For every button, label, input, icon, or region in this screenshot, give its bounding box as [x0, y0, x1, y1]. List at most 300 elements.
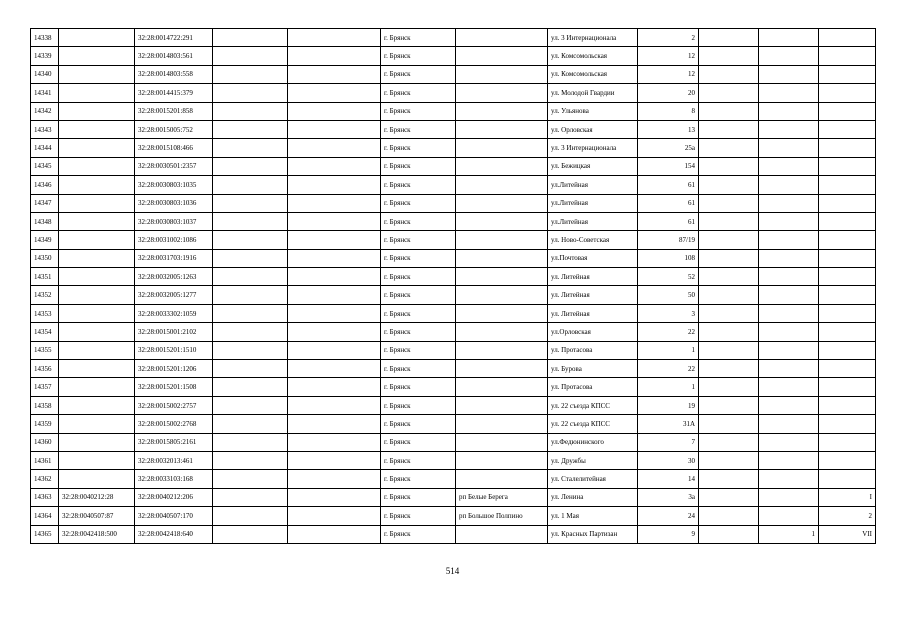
- street-cell: ул. Ново-Советская: [548, 231, 638, 249]
- land-cadastral-number-cell: [59, 29, 135, 47]
- blank-cell-b: [288, 65, 381, 83]
- floor-cell: [759, 231, 819, 249]
- street-cell: ул.Литейная: [548, 194, 638, 212]
- city-cell: г. Брянск: [381, 231, 456, 249]
- blank-cell-a: [213, 47, 288, 65]
- blank-cell-a: [213, 194, 288, 212]
- house-number-cell: 7: [638, 433, 699, 451]
- street-cell: ул. Орловская: [548, 120, 638, 138]
- cadastral-number-cell: 32:28:0015201:1508: [135, 378, 213, 396]
- land-cadastral-number-cell: [59, 304, 135, 322]
- blank-cell-a: [213, 176, 288, 194]
- house-number-cell: 1: [638, 341, 699, 359]
- blank-cell-c: [699, 488, 759, 506]
- blank-cell-b: [288, 176, 381, 194]
- blank-cell-b: [288, 212, 381, 230]
- floor-cell: [759, 323, 819, 341]
- cadastral-number-cell: 32:28:0015108:466: [135, 139, 213, 157]
- house-number-cell: 20: [638, 84, 699, 102]
- cadastral-number-cell: 32:28:0040507:170: [135, 507, 213, 525]
- house-number-cell: 3а: [638, 488, 699, 506]
- land-cadastral-number-cell: [59, 268, 135, 286]
- settlement-cell: [456, 415, 548, 433]
- table-row: [31, 29, 876, 47]
- cadastral-number-cell: 32:28:0040212:206: [135, 488, 213, 506]
- house-number-cell: 22: [638, 323, 699, 341]
- street-cell: ул.Почтовая: [548, 249, 638, 267]
- land-cadastral-number-cell: [59, 415, 135, 433]
- cadastral-number-cell: 32:28:0015002:2768: [135, 415, 213, 433]
- blank-cell-b: [288, 194, 381, 212]
- floor-cell: [759, 507, 819, 525]
- blank-cell-b: [288, 433, 381, 451]
- table-row: [31, 488, 876, 506]
- house-number-cell: 61: [638, 194, 699, 212]
- cadastral-number-cell: 32:28:0042418:640: [135, 525, 213, 543]
- room-cell: [819, 451, 876, 469]
- blank-cell-c: [699, 139, 759, 157]
- cadastral-number-cell: 32:28:0015201:1510: [135, 341, 213, 359]
- room-cell: [819, 120, 876, 138]
- city-cell: г. Брянск: [381, 323, 456, 341]
- settlement-cell: [456, 360, 548, 378]
- blank-cell-a: [213, 268, 288, 286]
- house-number-cell: 13: [638, 120, 699, 138]
- settlement-cell: [456, 120, 548, 138]
- blank-cell-a: [213, 102, 288, 120]
- land-cadastral-number-cell: [59, 451, 135, 469]
- record-number-cell: 14365: [31, 525, 59, 543]
- street-cell: ул. 3 Интернационала: [548, 29, 638, 47]
- city-cell: г. Брянск: [381, 433, 456, 451]
- cadastral-number-cell: 32:28:0015805:2161: [135, 433, 213, 451]
- blank-cell-c: [699, 176, 759, 194]
- registry-table: [30, 28, 876, 544]
- floor-cell: [759, 286, 819, 304]
- city-cell: г. Брянск: [381, 286, 456, 304]
- settlement-cell: [456, 194, 548, 212]
- cadastral-number-cell: 32:28:0015001:2102: [135, 323, 213, 341]
- record-number-cell: 14349: [31, 231, 59, 249]
- city-cell: г. Брянск: [381, 415, 456, 433]
- record-number-cell: 14361: [31, 451, 59, 469]
- room-cell: VII: [819, 525, 876, 543]
- land-cadastral-number-cell: [59, 360, 135, 378]
- record-number-cell: 14358: [31, 396, 59, 414]
- settlement-cell: [456, 433, 548, 451]
- street-cell: ул.Федюнинского: [548, 433, 638, 451]
- settlement-cell: [456, 212, 548, 230]
- room-cell: [819, 47, 876, 65]
- blank-cell-a: [213, 488, 288, 506]
- floor-cell: [759, 212, 819, 230]
- street-cell: ул. Протасова: [548, 341, 638, 359]
- floor-cell: [759, 29, 819, 47]
- street-cell: ул. Сталелитейная: [548, 470, 638, 488]
- table-row: [31, 65, 876, 83]
- room-cell: [819, 323, 876, 341]
- floor-cell: [759, 176, 819, 194]
- settlement-cell: [456, 304, 548, 322]
- floor-cell: [759, 433, 819, 451]
- street-cell: ул.Литейная: [548, 176, 638, 194]
- street-cell: ул. Бурова: [548, 360, 638, 378]
- house-number-cell: 3: [638, 304, 699, 322]
- record-number-cell: 14354: [31, 323, 59, 341]
- house-number-cell: 2: [638, 29, 699, 47]
- land-cadastral-number-cell: [59, 231, 135, 249]
- land-cadastral-number-cell: [59, 212, 135, 230]
- record-number-cell: 14339: [31, 47, 59, 65]
- city-cell: г. Брянск: [381, 249, 456, 267]
- room-cell: I: [819, 488, 876, 506]
- street-cell: ул. Литейная: [548, 304, 638, 322]
- city-cell: г. Брянск: [381, 268, 456, 286]
- house-number-cell: 24: [638, 507, 699, 525]
- table-row: [31, 194, 876, 212]
- blank-cell-b: [288, 304, 381, 322]
- city-cell: г. Брянск: [381, 212, 456, 230]
- land-cadastral-number-cell: [59, 341, 135, 359]
- city-cell: г. Брянск: [381, 84, 456, 102]
- table-row: [31, 415, 876, 433]
- blank-cell-b: [288, 157, 381, 175]
- blank-cell-c: [699, 286, 759, 304]
- floor-cell: [759, 249, 819, 267]
- settlement-cell: [456, 451, 548, 469]
- cadastral-number-cell: 32:28:0014803:561: [135, 47, 213, 65]
- room-cell: [819, 415, 876, 433]
- record-number-cell: 14341: [31, 84, 59, 102]
- blank-cell-c: [699, 378, 759, 396]
- blank-cell-b: [288, 249, 381, 267]
- blank-cell-c: [699, 268, 759, 286]
- settlement-cell: [456, 29, 548, 47]
- street-cell: ул.Орловская: [548, 323, 638, 341]
- blank-cell-c: [699, 249, 759, 267]
- table-row: [31, 47, 876, 65]
- settlement-cell: [456, 139, 548, 157]
- city-cell: г. Брянск: [381, 360, 456, 378]
- blank-cell-a: [213, 451, 288, 469]
- land-cadastral-number-cell: [59, 378, 135, 396]
- table-row: [31, 157, 876, 175]
- blank-cell-b: [288, 47, 381, 65]
- land-cadastral-number-cell: [59, 396, 135, 414]
- city-cell: г. Брянск: [381, 470, 456, 488]
- floor-cell: [759, 451, 819, 469]
- room-cell: [819, 212, 876, 230]
- house-number-cell: 108: [638, 249, 699, 267]
- settlement-cell: [456, 47, 548, 65]
- blank-cell-a: [213, 139, 288, 157]
- blank-cell-b: [288, 120, 381, 138]
- record-number-cell: 14346: [31, 176, 59, 194]
- room-cell: [819, 139, 876, 157]
- land-cadastral-number-cell: 32:28:0040507:87: [59, 507, 135, 525]
- land-cadastral-number-cell: [59, 323, 135, 341]
- house-number-cell: 22: [638, 360, 699, 378]
- blank-cell-c: [699, 212, 759, 230]
- blank-cell-b: [288, 470, 381, 488]
- floor-cell: [759, 139, 819, 157]
- record-number-cell: 14340: [31, 65, 59, 83]
- blank-cell-b: [288, 29, 381, 47]
- blank-cell-b: [288, 488, 381, 506]
- floor-cell: [759, 120, 819, 138]
- blank-cell-a: [213, 157, 288, 175]
- house-number-cell: 52: [638, 268, 699, 286]
- record-number-cell: 14351: [31, 268, 59, 286]
- city-cell: г. Брянск: [381, 507, 456, 525]
- room-cell: 2: [819, 507, 876, 525]
- land-cadastral-number-cell: [59, 433, 135, 451]
- room-cell: [819, 194, 876, 212]
- record-number-cell: 14345: [31, 157, 59, 175]
- house-number-cell: 12: [638, 65, 699, 83]
- settlement-cell: [456, 268, 548, 286]
- floor-cell: [759, 470, 819, 488]
- blank-cell-a: [213, 304, 288, 322]
- settlement-cell: [456, 396, 548, 414]
- blank-cell-c: [699, 525, 759, 543]
- room-cell: [819, 157, 876, 175]
- table-row: [31, 433, 876, 451]
- record-number-cell: 14352: [31, 286, 59, 304]
- room-cell: [819, 268, 876, 286]
- city-cell: г. Брянск: [381, 525, 456, 543]
- table-row: [31, 176, 876, 194]
- blank-cell-a: [213, 415, 288, 433]
- floor-cell: [759, 102, 819, 120]
- blank-cell-b: [288, 396, 381, 414]
- blank-cell-c: [699, 231, 759, 249]
- house-number-cell: 14: [638, 470, 699, 488]
- settlement-cell: рп Белые Берега: [456, 488, 548, 506]
- blank-cell-b: [288, 231, 381, 249]
- blank-cell-c: [699, 451, 759, 469]
- land-cadastral-number-cell: [59, 157, 135, 175]
- house-number-cell: 25а: [638, 139, 699, 157]
- floor-cell: [759, 488, 819, 506]
- room-cell: [819, 65, 876, 83]
- blank-cell-c: [699, 304, 759, 322]
- record-number-cell: 14338: [31, 29, 59, 47]
- room-cell: [819, 433, 876, 451]
- land-cadastral-number-cell: [59, 139, 135, 157]
- house-number-cell: 12: [638, 47, 699, 65]
- street-cell: ул. Красных Партизан: [548, 525, 638, 543]
- city-cell: г. Брянск: [381, 378, 456, 396]
- blank-cell-b: [288, 84, 381, 102]
- blank-cell-a: [213, 286, 288, 304]
- record-number-cell: 14348: [31, 212, 59, 230]
- settlement-cell: [456, 470, 548, 488]
- street-cell: ул. Литейная: [548, 268, 638, 286]
- record-number-cell: 14357: [31, 378, 59, 396]
- settlement-cell: [456, 286, 548, 304]
- room-cell: [819, 249, 876, 267]
- land-cadastral-number-cell: [59, 470, 135, 488]
- settlement-cell: [456, 176, 548, 194]
- blank-cell-c: [699, 157, 759, 175]
- blank-cell-b: [288, 451, 381, 469]
- blank-cell-a: [213, 29, 288, 47]
- blank-cell-c: [699, 84, 759, 102]
- room-cell: [819, 84, 876, 102]
- record-number-cell: 14362: [31, 470, 59, 488]
- house-number-cell: 31А: [638, 415, 699, 433]
- blank-cell-a: [213, 360, 288, 378]
- land-cadastral-number-cell: [59, 84, 135, 102]
- blank-cell-c: [699, 194, 759, 212]
- blank-cell-a: [213, 212, 288, 230]
- city-cell: г. Брянск: [381, 29, 456, 47]
- street-cell: ул. Молодой Гвардии: [548, 84, 638, 102]
- table-row: [31, 249, 876, 267]
- blank-cell-b: [288, 268, 381, 286]
- blank-cell-a: [213, 525, 288, 543]
- record-number-cell: 14359: [31, 415, 59, 433]
- table-row: [31, 139, 876, 157]
- city-cell: г. Брянск: [381, 139, 456, 157]
- record-number-cell: 14355: [31, 341, 59, 359]
- settlement-cell: [456, 525, 548, 543]
- city-cell: г. Брянск: [381, 304, 456, 322]
- blank-cell-c: [699, 102, 759, 120]
- land-cadastral-number-cell: 32:28:0042418:500: [59, 525, 135, 543]
- street-cell: ул. Комсомольская: [548, 65, 638, 83]
- street-cell: ул. 3 Интернационала: [548, 139, 638, 157]
- table-row: [31, 451, 876, 469]
- floor-cell: [759, 84, 819, 102]
- blank-cell-b: [288, 360, 381, 378]
- street-cell: ул. 22 съезда КПСС: [548, 396, 638, 414]
- blank-cell-a: [213, 84, 288, 102]
- street-cell: ул. Комсомольская: [548, 47, 638, 65]
- city-cell: г. Брянск: [381, 120, 456, 138]
- house-number-cell: 9: [638, 525, 699, 543]
- room-cell: [819, 286, 876, 304]
- house-number-cell: 8: [638, 102, 699, 120]
- blank-cell-a: [213, 507, 288, 525]
- room-cell: [819, 378, 876, 396]
- blank-cell-c: [699, 415, 759, 433]
- city-cell: г. Брянск: [381, 102, 456, 120]
- table-row: [31, 231, 876, 249]
- document-page: [30, 28, 875, 544]
- blank-cell-b: [288, 415, 381, 433]
- land-cadastral-number-cell: [59, 194, 135, 212]
- room-cell: [819, 176, 876, 194]
- record-number-cell: 14360: [31, 433, 59, 451]
- floor-cell: [759, 360, 819, 378]
- street-cell: ул. 1 Мая: [548, 507, 638, 525]
- street-cell: ул. Ленина: [548, 488, 638, 506]
- house-number-cell: 1: [638, 378, 699, 396]
- cadastral-number-cell: 32:28:0014803:558: [135, 65, 213, 83]
- land-cadastral-number-cell: 32:28:0040212:28: [59, 488, 135, 506]
- street-cell: ул. 22 съезда КПСС: [548, 415, 638, 433]
- settlement-cell: [456, 157, 548, 175]
- page-number: 514: [445, 566, 460, 576]
- cadastral-number-cell: 32:28:0014722:291: [135, 29, 213, 47]
- table-row: [31, 212, 876, 230]
- floor-cell: [759, 268, 819, 286]
- blank-cell-a: [213, 65, 288, 83]
- blank-cell-a: [213, 231, 288, 249]
- blank-cell-c: [699, 507, 759, 525]
- city-cell: г. Брянск: [381, 176, 456, 194]
- settlement-cell: [456, 65, 548, 83]
- house-number-cell: 50: [638, 286, 699, 304]
- land-cadastral-number-cell: [59, 47, 135, 65]
- table-row: [31, 507, 876, 525]
- street-cell: ул. Литейная: [548, 286, 638, 304]
- city-cell: г. Брянск: [381, 65, 456, 83]
- blank-cell-b: [288, 525, 381, 543]
- settlement-cell: [456, 102, 548, 120]
- blank-cell-b: [288, 286, 381, 304]
- table-row: [31, 268, 876, 286]
- room-cell: [819, 231, 876, 249]
- table-row: [31, 286, 876, 304]
- floor-cell: 1: [759, 525, 819, 543]
- blank-cell-c: [699, 470, 759, 488]
- cadastral-number-cell: 32:28:0033103:168: [135, 470, 213, 488]
- settlement-cell: [456, 84, 548, 102]
- street-cell: ул. Дружбы: [548, 451, 638, 469]
- cadastral-number-cell: 32:28:0032005:1263: [135, 268, 213, 286]
- cadastral-number-cell: 32:28:0032005:1277: [135, 286, 213, 304]
- city-cell: г. Брянск: [381, 194, 456, 212]
- land-cadastral-number-cell: [59, 120, 135, 138]
- table-row: [31, 396, 876, 414]
- blank-cell-a: [213, 433, 288, 451]
- floor-cell: [759, 194, 819, 212]
- table-row: [31, 102, 876, 120]
- floor-cell: [759, 157, 819, 175]
- blank-cell-a: [213, 396, 288, 414]
- blank-cell-a: [213, 341, 288, 359]
- table-row: [31, 120, 876, 138]
- settlement-cell: [456, 231, 548, 249]
- house-number-cell: 87/19: [638, 231, 699, 249]
- table-row: [31, 304, 876, 322]
- cadastral-number-cell: 32:28:0030803:1036: [135, 194, 213, 212]
- blank-cell-c: [699, 360, 759, 378]
- blank-cell-c: [699, 341, 759, 359]
- record-number-cell: 14343: [31, 120, 59, 138]
- street-cell: ул. Ульянова: [548, 102, 638, 120]
- house-number-cell: 61: [638, 176, 699, 194]
- record-number-cell: 14344: [31, 139, 59, 157]
- blank-cell-c: [699, 47, 759, 65]
- cadastral-number-cell: 32:28:0031002:1086: [135, 231, 213, 249]
- cadastral-number-cell: 32:28:0030803:1035: [135, 176, 213, 194]
- record-number-cell: 14364: [31, 507, 59, 525]
- floor-cell: [759, 47, 819, 65]
- cadastral-number-cell: 32:28:0033302:1059: [135, 304, 213, 322]
- blank-cell-b: [288, 102, 381, 120]
- table-row: [31, 84, 876, 102]
- street-cell: ул.Литейная: [548, 212, 638, 230]
- settlement-cell: [456, 323, 548, 341]
- blank-cell-c: [699, 65, 759, 83]
- city-cell: г. Брянск: [381, 488, 456, 506]
- cadastral-number-cell: 32:28:0015005:752: [135, 120, 213, 138]
- blank-cell-b: [288, 323, 381, 341]
